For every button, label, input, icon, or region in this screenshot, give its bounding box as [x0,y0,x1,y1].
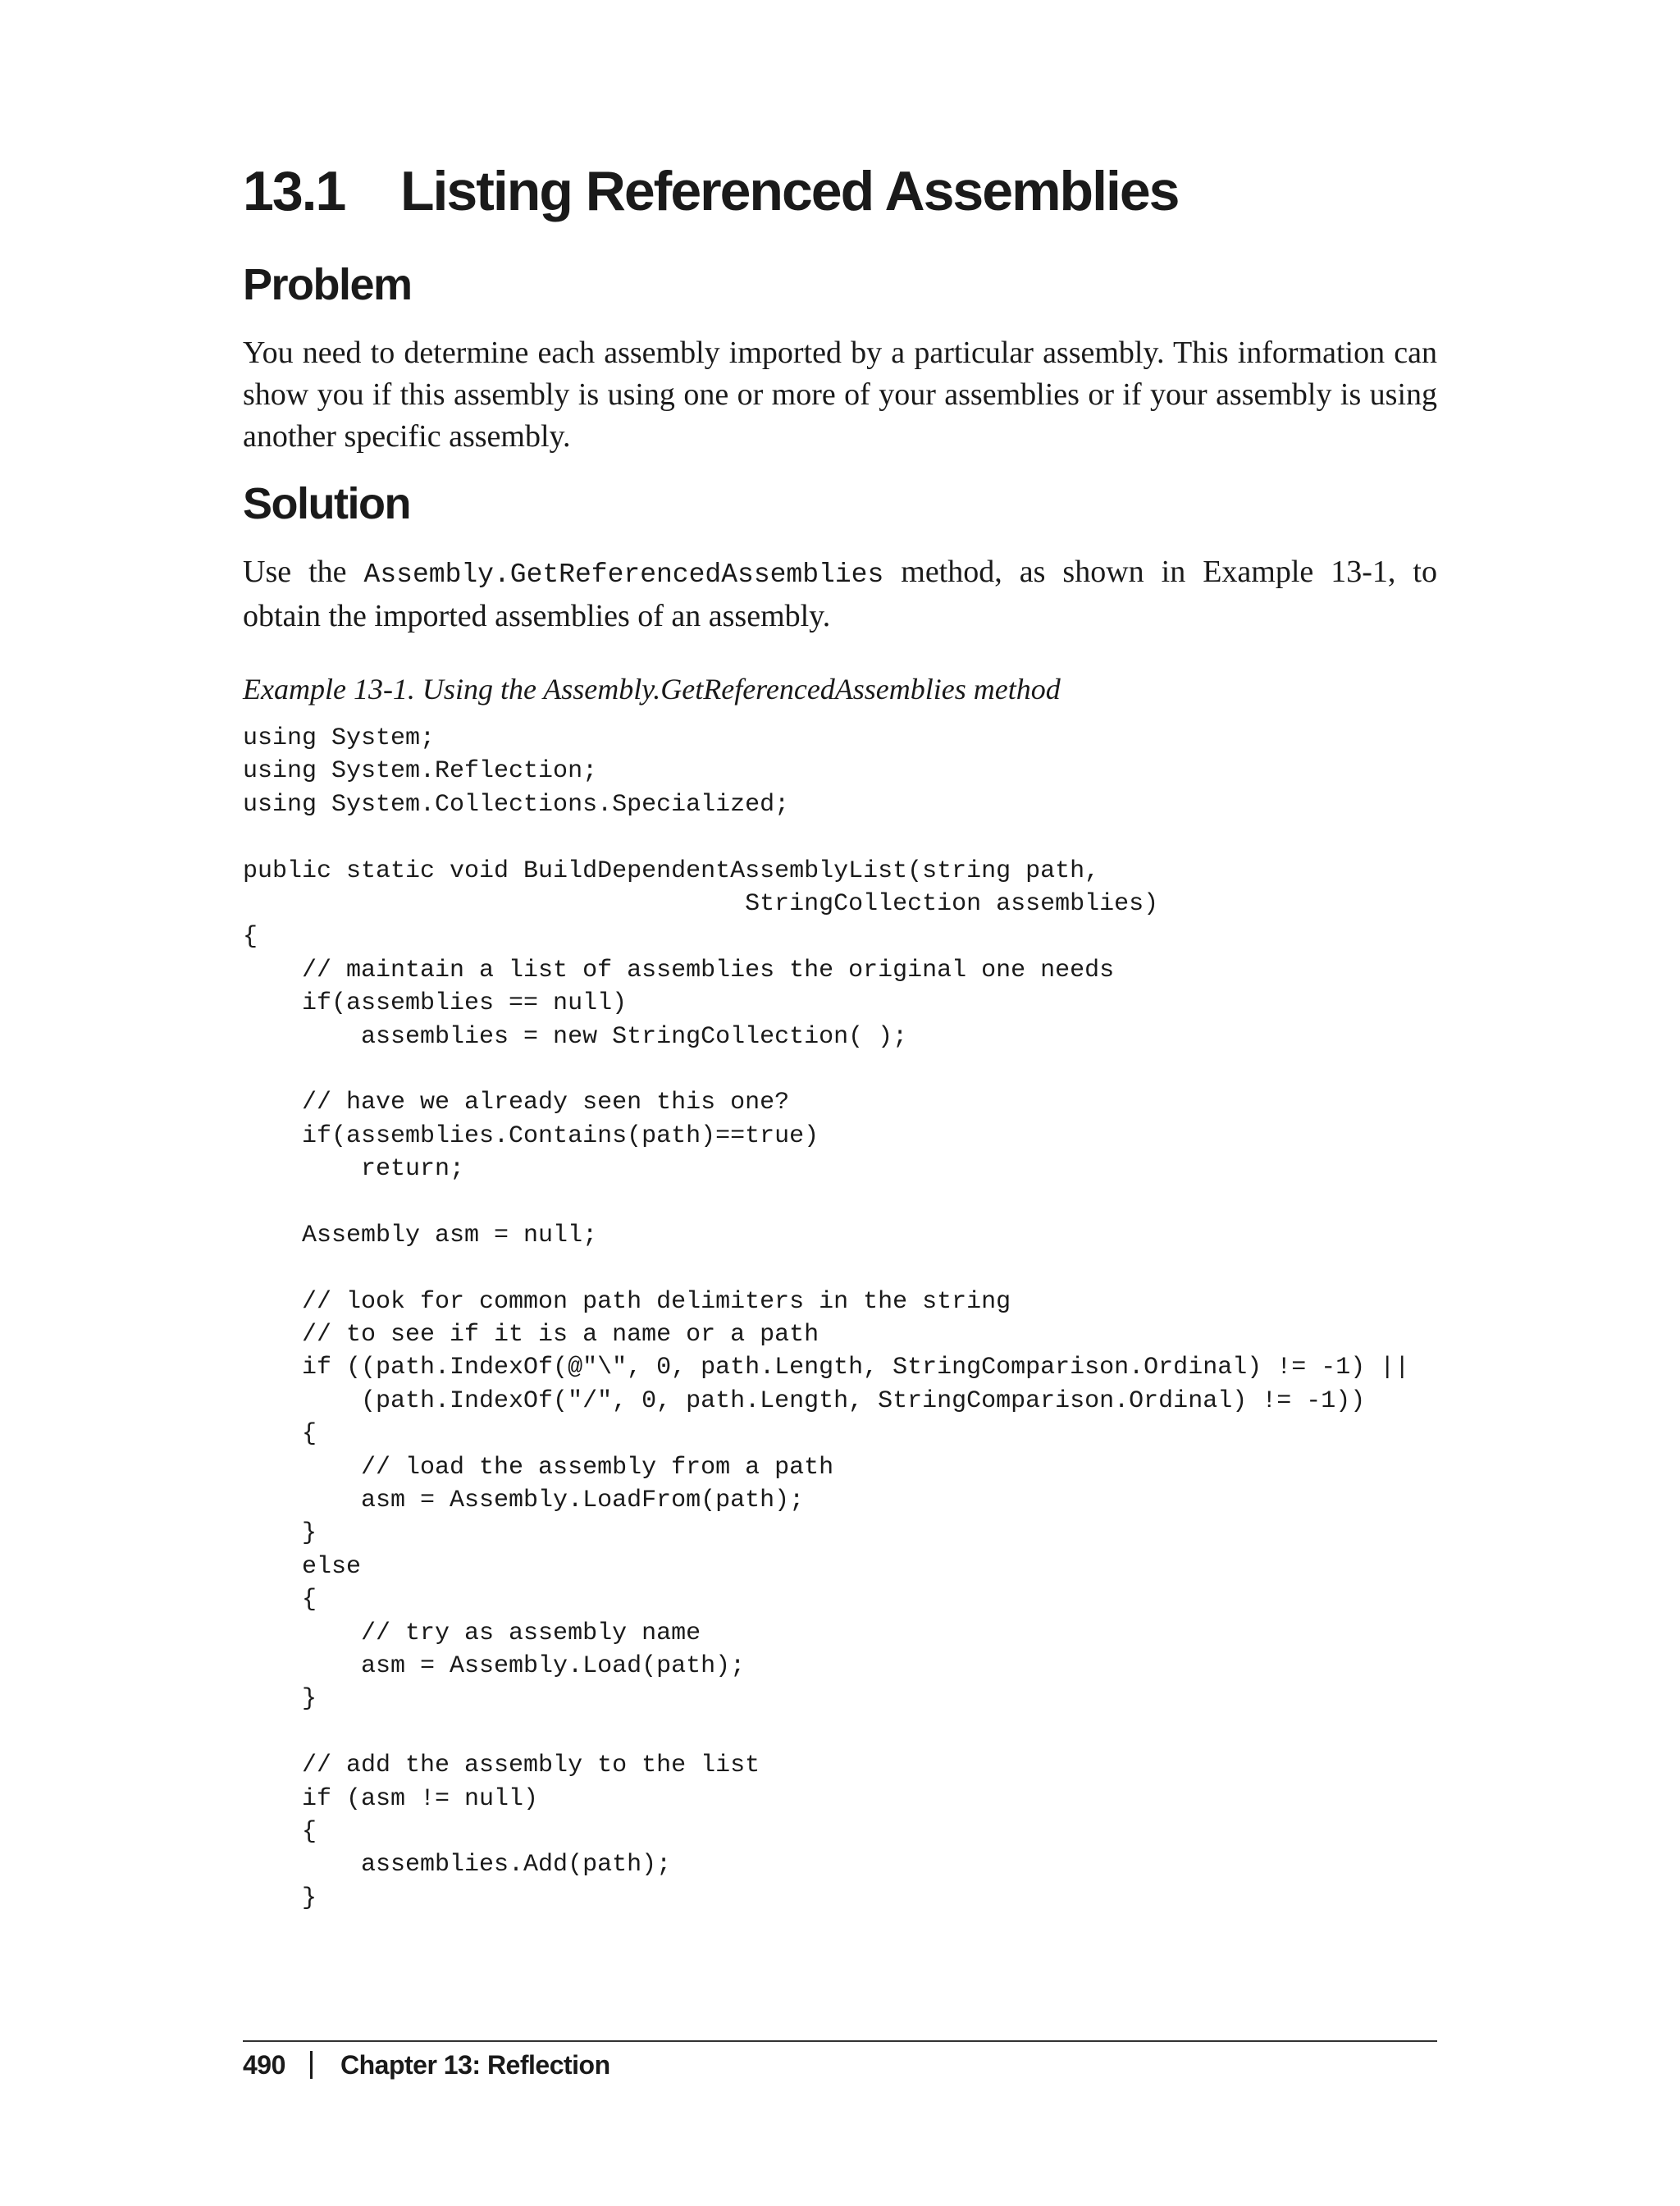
code-line [243,821,1409,854]
code-line: public static void BuildDependentAssemblyList(string path, [243,856,1100,885]
code-line: // load the assembly from a path [243,1453,834,1482]
footer-separator [310,2051,313,2079]
code-line [243,1716,1409,1749]
problem-paragraph: You need to determine each assembly imported by a particular assembly. This information can show you if this assembly is using one or more of your assemblies or if your assembly is using another specific assembly. [243,336,1437,454]
code-line: // add the assembly to the list [243,1752,760,1780]
code-line: else [243,1552,362,1581]
code-line: { [243,1586,317,1615]
code-line: } [243,1884,317,1912]
inline-code: Assembly.GetReferencedAssemblies [363,559,884,590]
code-line: asm = Assembly.Load(path); [243,1651,746,1680]
code-line: if (asm != null) [243,1784,539,1813]
code-line: } [243,1519,317,1548]
code-line: } [243,1685,317,1714]
code-line [243,1252,1409,1285]
code-line: Assembly asm = null; [243,1221,598,1249]
code-line: // maintain a list of assemblies the original one needs [243,956,1115,984]
code-line: { [243,1420,317,1449]
code-line: { [243,1817,317,1846]
code-line: { [243,923,258,952]
code-line: assemblies = new StringCollection( ); [243,1022,908,1051]
solution-paragraph [243,551,1437,637]
code-line: using System; [243,724,436,752]
code-listing [243,722,1409,1915]
code-line: assemblies.Add(path); [243,1851,672,1879]
section-title [243,161,1179,222]
example-caption: Example 13-1. Using the Assembly.GetReferencedAssemblies method [243,673,1061,706]
page-number: 490 [243,2050,285,2080]
solution-text-before: Use the [243,555,364,589]
code-line: // try as assembly name [243,1619,701,1647]
section-title-text: Listing Referenced Assemblies [400,160,1179,222]
code-line: return; [243,1155,465,1184]
page-footer [243,2047,610,2083]
code-line: using System.Collections.Specialized; [243,790,790,819]
code-line [243,1185,1409,1218]
section-number: 13.1 [243,160,345,222]
code-line: if ((path.IndexOf(@"\", 0, path.Length, StringComparison.Ordinal) != -1) || [243,1354,1410,1382]
code-line: (path.IndexOf("/", 0, path.Length, StringComparison.Ordinal) != -1)) [243,1386,1366,1415]
code-line: // to see if it is a name or a path [243,1321,819,1350]
footer-rule [243,2040,1437,2042]
code-line: using System.Reflection; [243,757,598,786]
code-line: asm = Assembly.LoadFrom(path); [243,1486,805,1514]
code-line: StringCollection assemblies) [243,889,1159,918]
code-line: if(assemblies.Contains(path)==true) [243,1121,819,1150]
code-line: // have we already seen this one? [243,1089,790,1117]
solution-text-after: method, as shown in Example 13-1, to obtain the imported assemblies of an assembly. [243,555,1437,633]
problem-heading: Problem [243,260,412,309]
solution-heading: Solution [243,479,410,528]
code-line: if(assemblies == null) [243,989,628,1018]
code-line: // look for common path delimiters in the string [243,1287,1011,1316]
chapter-label: Chapter 13: Reflection [340,2050,610,2080]
code-line [243,1053,1409,1086]
